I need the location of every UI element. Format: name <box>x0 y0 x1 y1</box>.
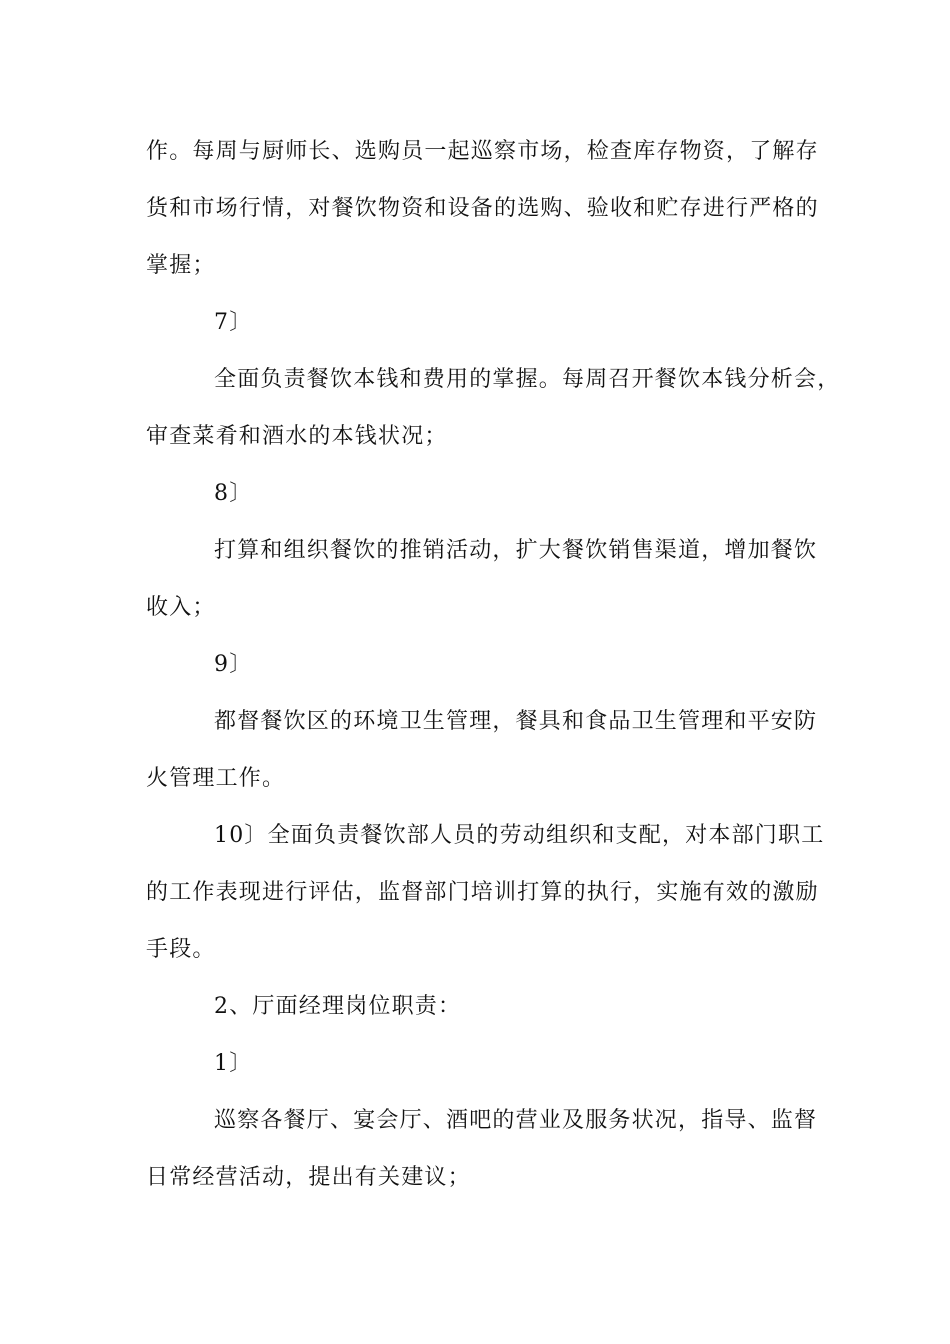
text-line: 都督餐饮区的环境卫生管理，餐具和食品卫生管理和平安防 <box>214 709 818 734</box>
text-line: 10〕全面负责餐饮部人员的劳动组织和支配，对本部门职工 <box>214 823 825 848</box>
item-number: 8〕 <box>214 481 253 506</box>
text-line: 巡察各餐厅、宴会厅、酒吧的营业及服务状况，指导、监督 <box>214 1108 818 1133</box>
text-line: 火管理工作。 <box>146 766 286 791</box>
text-line: 掌握； <box>146 253 216 278</box>
text-line: 作。每周与厨师长、选购员一起巡察市场，检查库存物资，了解存 <box>146 139 819 164</box>
text-line: 全面负责餐饮本钱和费用的掌握。每周召开餐饮本钱分析会， <box>214 367 841 392</box>
text-line: 的工作表现进行评估，监督部门培训打算的执行，实施有效的激励 <box>146 880 819 905</box>
item-number: 1〕 <box>214 1051 253 1076</box>
text-line: 收入； <box>146 595 216 620</box>
item-number: 7〕 <box>214 310 253 335</box>
item-number: 9〕 <box>214 652 253 677</box>
section-heading: 2、厅面经理岗位职责： <box>214 994 462 1019</box>
text-line: 货和市场行情，对餐饮物资和设备的选购、验收和贮存进行严格的 <box>146 196 819 221</box>
text-line: 打算和组织餐饮的推销活动，扩大餐饮销售渠道，增加餐饮 <box>214 538 818 563</box>
text-line: 审查菜肴和酒水的本钱状况； <box>146 424 448 449</box>
text-line: 手段。 <box>146 937 216 962</box>
text-line: 日常经营活动，提出有关建议； <box>146 1165 471 1190</box>
